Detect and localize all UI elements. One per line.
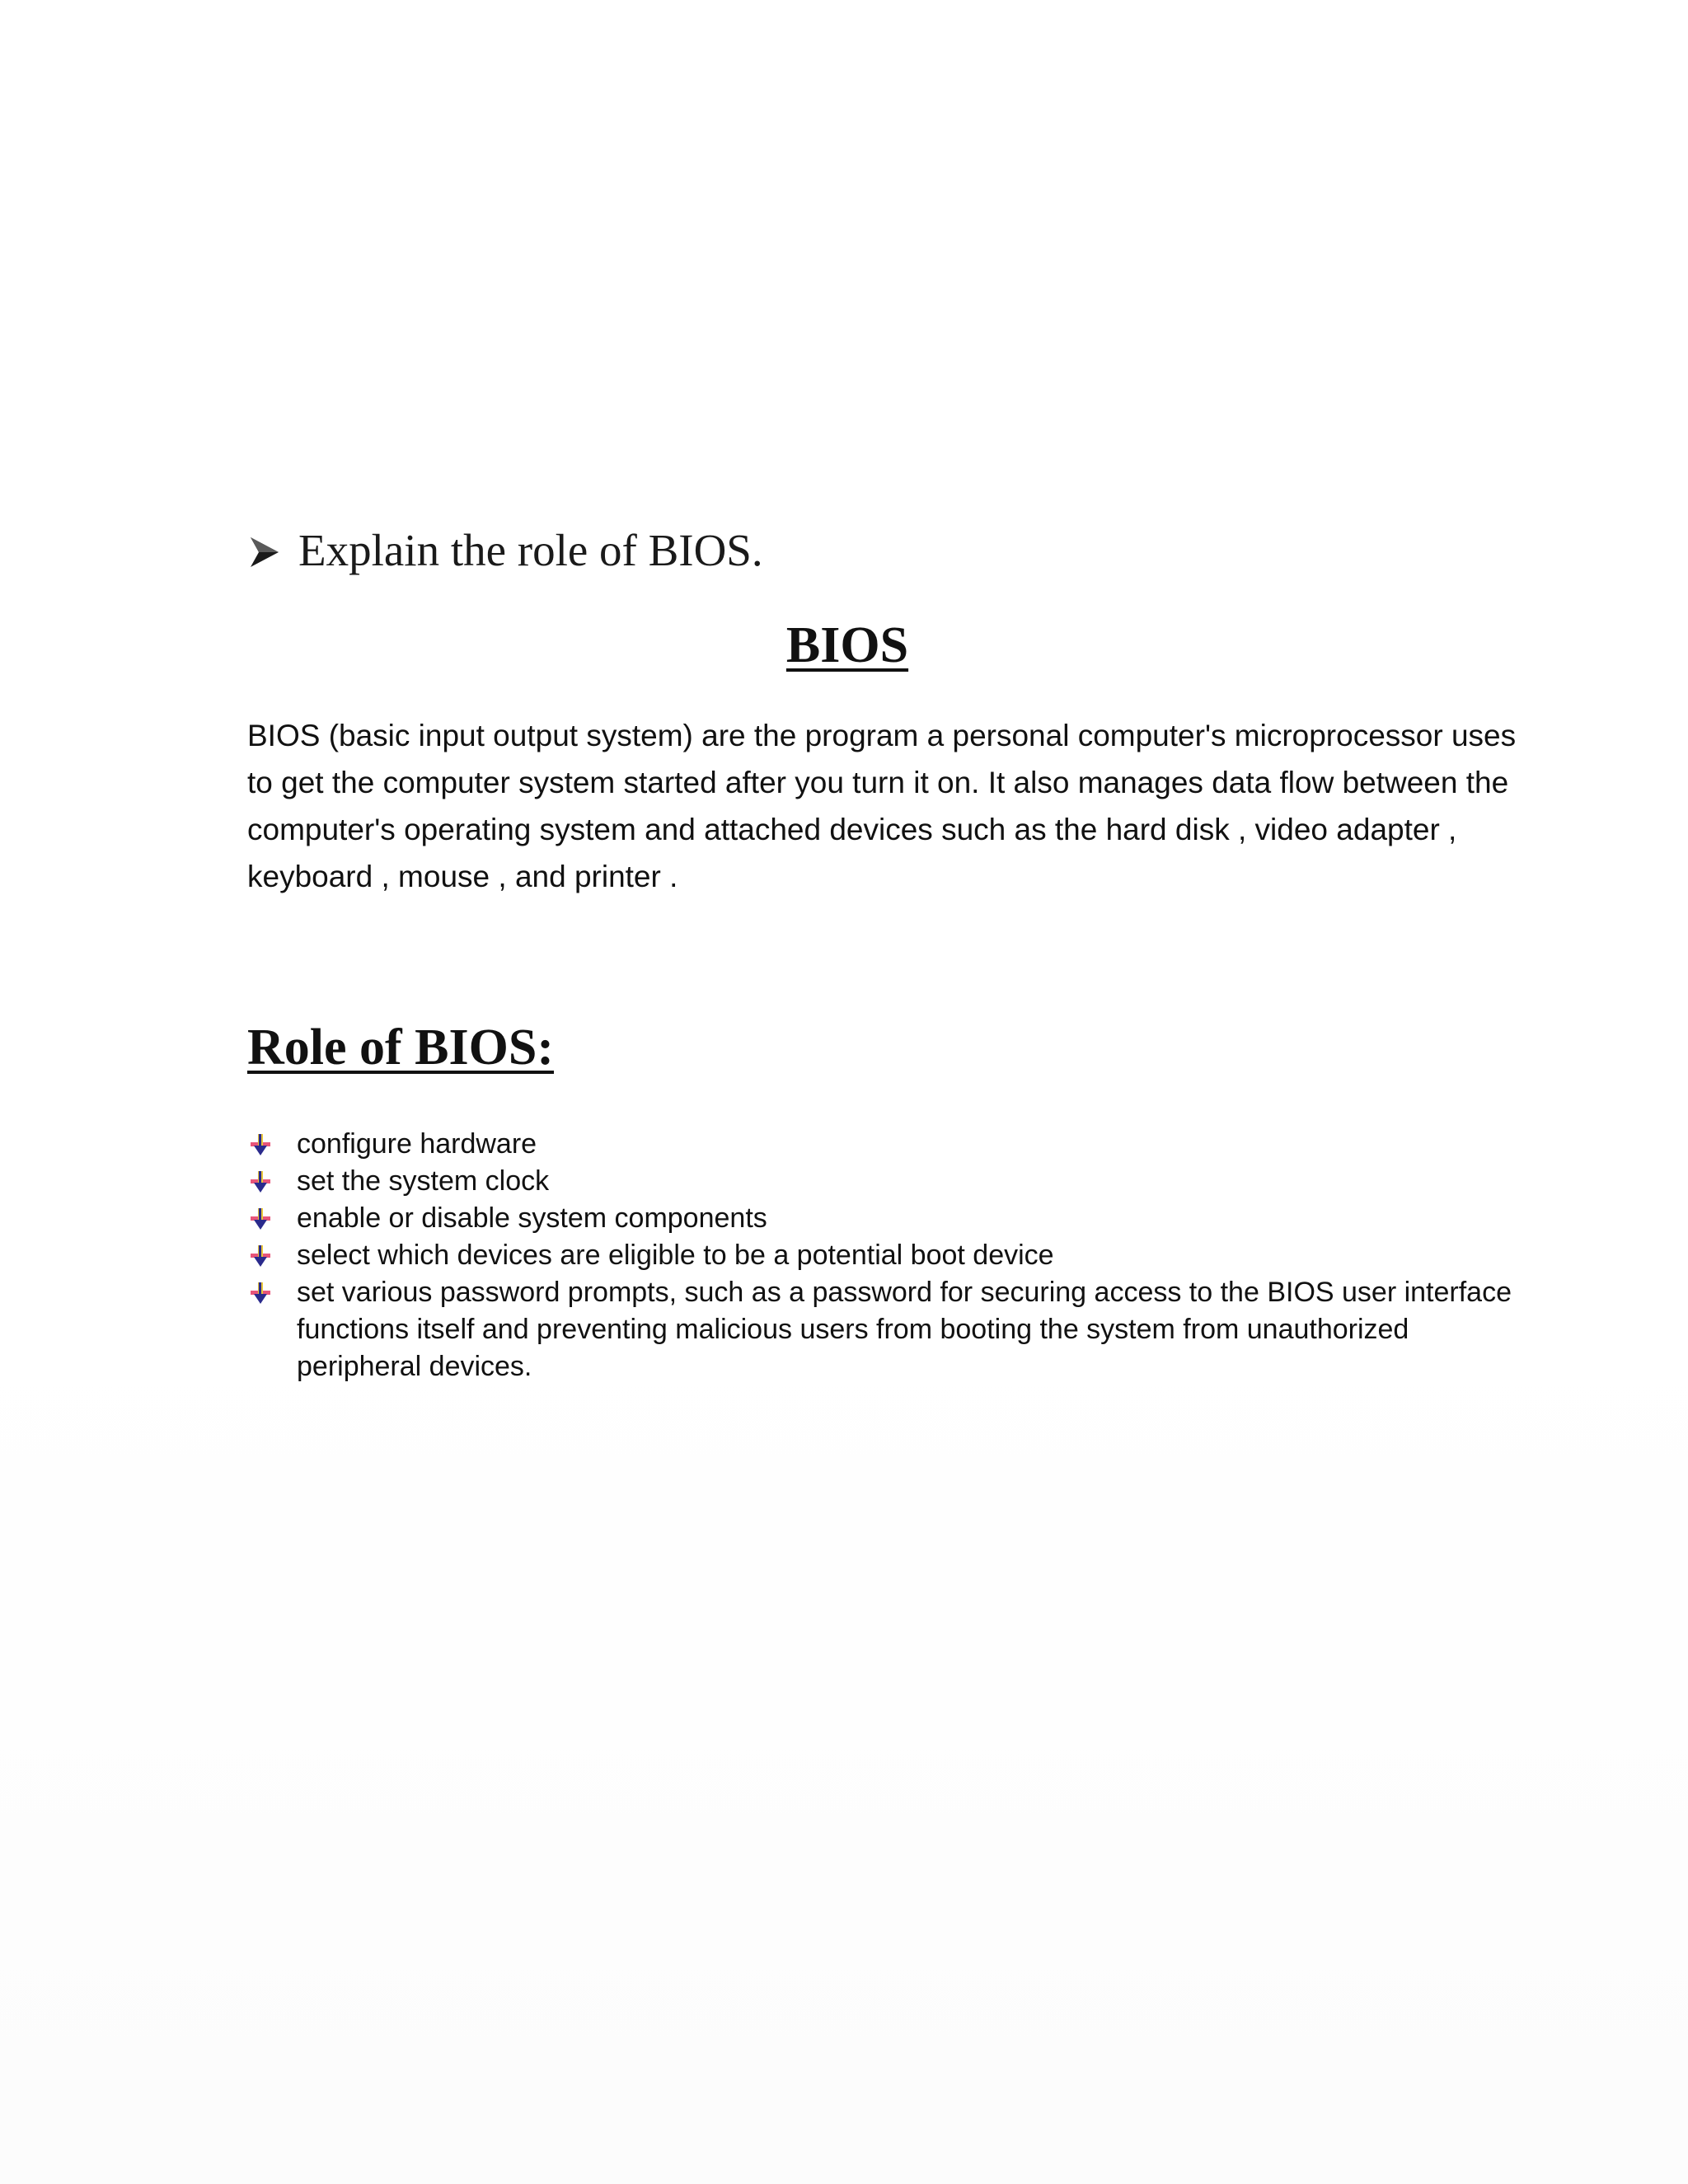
list-item <box>247 1237 1533 1274</box>
down-arrow-bullet-icon <box>247 1274 297 1311</box>
down-arrow-bullet-icon <box>247 1126 297 1163</box>
page-title-text: BIOS <box>785 617 909 673</box>
role-section-heading: Role of BIOS: <box>247 1019 554 1076</box>
list-item-text: set various password prompts, such as a password for securing access to the BIOS user interface functions itself and preventing malicious users from booting the system from unauthorized peripheral devices. <box>297 1277 1512 1382</box>
list-item <box>247 1163 1533 1200</box>
arrow-bullet-icon <box>247 532 282 569</box>
question-text: Explain the role of BIOS. <box>298 525 763 575</box>
down-arrow-bullet-icon <box>247 1163 297 1200</box>
list-item-text: configure hardware <box>297 1128 537 1160</box>
intro-paragraph: BIOS (basic input output system) are the program a personal computer's microprocessor uses to get the computer system started after you turn it on. It also manages data flow between the computer's operating system and attached devices such as the hard disk , video adapter , keyboard , mouse , and printer . <box>247 719 1517 893</box>
role-list <box>247 1126 1533 1385</box>
list-item <box>247 1200 1533 1237</box>
down-arrow-bullet-icon <box>247 1237 297 1274</box>
down-arrow-bullet-icon <box>247 1200 297 1237</box>
page-title <box>0 617 1688 673</box>
list-item <box>247 1274 1533 1385</box>
list-item <box>247 1126 1533 1163</box>
question-line <box>247 527 763 573</box>
list-item-text: enable or disable system components <box>297 1202 767 1234</box>
list-item-text: select which devices are eligible to be a potential boot device <box>297 1240 1054 1271</box>
list-item-text: set the system clock <box>297 1165 550 1197</box>
